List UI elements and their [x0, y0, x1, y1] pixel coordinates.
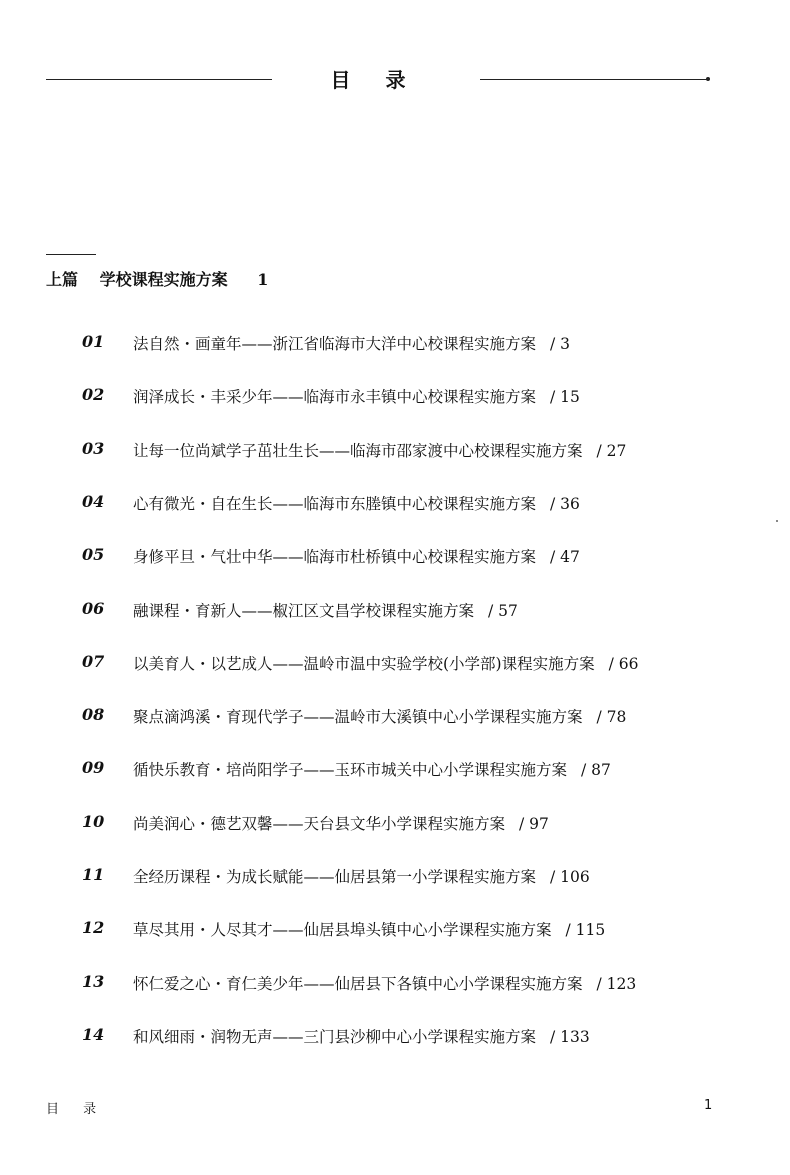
toc-entry-title: 全经历课程・为成长赋能——仙居县第一小学课程实施方案 [133, 868, 537, 886]
header-rule-right [480, 79, 708, 80]
toc-entry-number: 11 [82, 865, 105, 884]
toc-entry-title: 融课程・育新人——椒江区文昌学校课程实施方案 [133, 602, 475, 620]
toc-entry-number: 03 [82, 439, 105, 458]
toc-entry-title: 尚美润心・德艺双馨——天台县文华小学课程实施方案 [133, 815, 506, 833]
toc-entry-title: 循快乐教育・培尚阳学子——玉环市城关中心小学课程实施方案 [133, 761, 568, 779]
toc-entry-page: / 15 [550, 388, 580, 406]
toc-entry-page: / 133 [550, 1028, 590, 1046]
toc-entry-title-line [133, 545, 580, 567]
toc-entry-title: 怀仁爱之心・育仁美少年——仙居县下各镇中心小学课程实施方案 [133, 975, 583, 993]
toc-entry-number: 01 [82, 332, 105, 351]
toc-entry-title: 润泽成长・丰采少年——临海市永丰镇中心校课程实施方案 [133, 388, 537, 406]
toc-entry-title-line [133, 812, 549, 834]
toc-entry-page: / 97 [519, 815, 549, 833]
toc-entry-page: / 78 [596, 708, 627, 726]
toc-entry-page: / 36 [550, 495, 580, 513]
section-rule [46, 254, 96, 255]
toc-entry-title: 草尽其用・人尽其才——仙居县埠头镇中心小学课程实施方案 [133, 921, 552, 939]
toc-entry-page: / 106 [550, 868, 590, 886]
toc-entry-number: 14 [82, 1025, 105, 1044]
section-title: 学校课程实施方案 [99, 270, 228, 289]
toc-entry-page: / 3 [550, 335, 571, 353]
toc-entry-number: 09 [82, 758, 105, 777]
toc-entry-number: 05 [82, 545, 105, 564]
header-rule-end-dot [706, 77, 710, 81]
footer-page-number: 1 [704, 1098, 713, 1113]
toc-entry-page: / 87 [581, 761, 611, 779]
toc-entry-title: 让每一位尚斌学子茁壮生长——临海市邵家渡中心校课程实施方案 [133, 442, 583, 460]
toc-entry-title: 身修平旦・气壮中华——临海市杜桥镇中心校课程实施方案 [133, 548, 537, 566]
toc-entry-page: / 115 [565, 921, 606, 939]
toc-entry-title-line [133, 599, 518, 621]
toc-entry-page: / 123 [596, 975, 637, 993]
section-label: 上篇 [46, 270, 79, 289]
margin-mark [776, 520, 778, 522]
toc-entry-number: 10 [82, 812, 105, 831]
toc-entry-number: 06 [82, 599, 105, 618]
toc-entry-title-line [133, 385, 580, 407]
toc-entry-title: 心有微光・自在生长——临海市东塍镇中心校课程实施方案 [133, 495, 537, 513]
toc-entry-title-line [133, 492, 580, 514]
toc-entry-page: / 66 [608, 655, 639, 673]
toc-entry-title: 法自然・画童年——浙江省临海市大洋中心校课程实施方案 [133, 335, 537, 353]
toc-entry-number: 07 [82, 652, 105, 671]
toc-entry-page: / 57 [488, 602, 518, 620]
toc-entry-title-line [133, 865, 590, 887]
header-rule-left [46, 79, 272, 80]
toc-entry-number: 12 [82, 918, 105, 937]
footer-label: 目 录 [46, 1102, 107, 1117]
toc-entry-title-line [133, 758, 611, 780]
page-title: 目 录 [330, 68, 420, 92]
toc-entry-page: / 47 [550, 548, 580, 566]
toc-entry-title-line [133, 652, 638, 674]
toc-entry-title-line [133, 1025, 590, 1047]
toc-entry-number: 13 [82, 972, 105, 991]
toc-entry-number: 08 [82, 705, 105, 724]
toc-entry-title: 和风细雨・润物无声——三门县沙柳中心小学课程实施方案 [133, 1028, 537, 1046]
toc-entry-number: 02 [82, 385, 105, 404]
toc-entry-title-line [133, 972, 636, 994]
section-heading [46, 267, 268, 290]
toc-entry-title-line [133, 439, 626, 461]
toc-entry-page: / 27 [596, 442, 627, 460]
toc-entry-title-line [133, 705, 626, 727]
toc-entry-title: 聚点滴鸿溪・育现代学子——温岭市大溪镇中心小学课程实施方案 [133, 708, 583, 726]
toc-entry-title-line [133, 918, 605, 940]
toc-entry-title-line [133, 332, 570, 354]
toc-entry-number: 04 [82, 492, 105, 511]
section-page-number: 1 [257, 270, 269, 289]
toc-entry-title: 以美育人・以艺成人——温岭市温中实验学校(小学部)课程实施方案 [133, 655, 595, 673]
